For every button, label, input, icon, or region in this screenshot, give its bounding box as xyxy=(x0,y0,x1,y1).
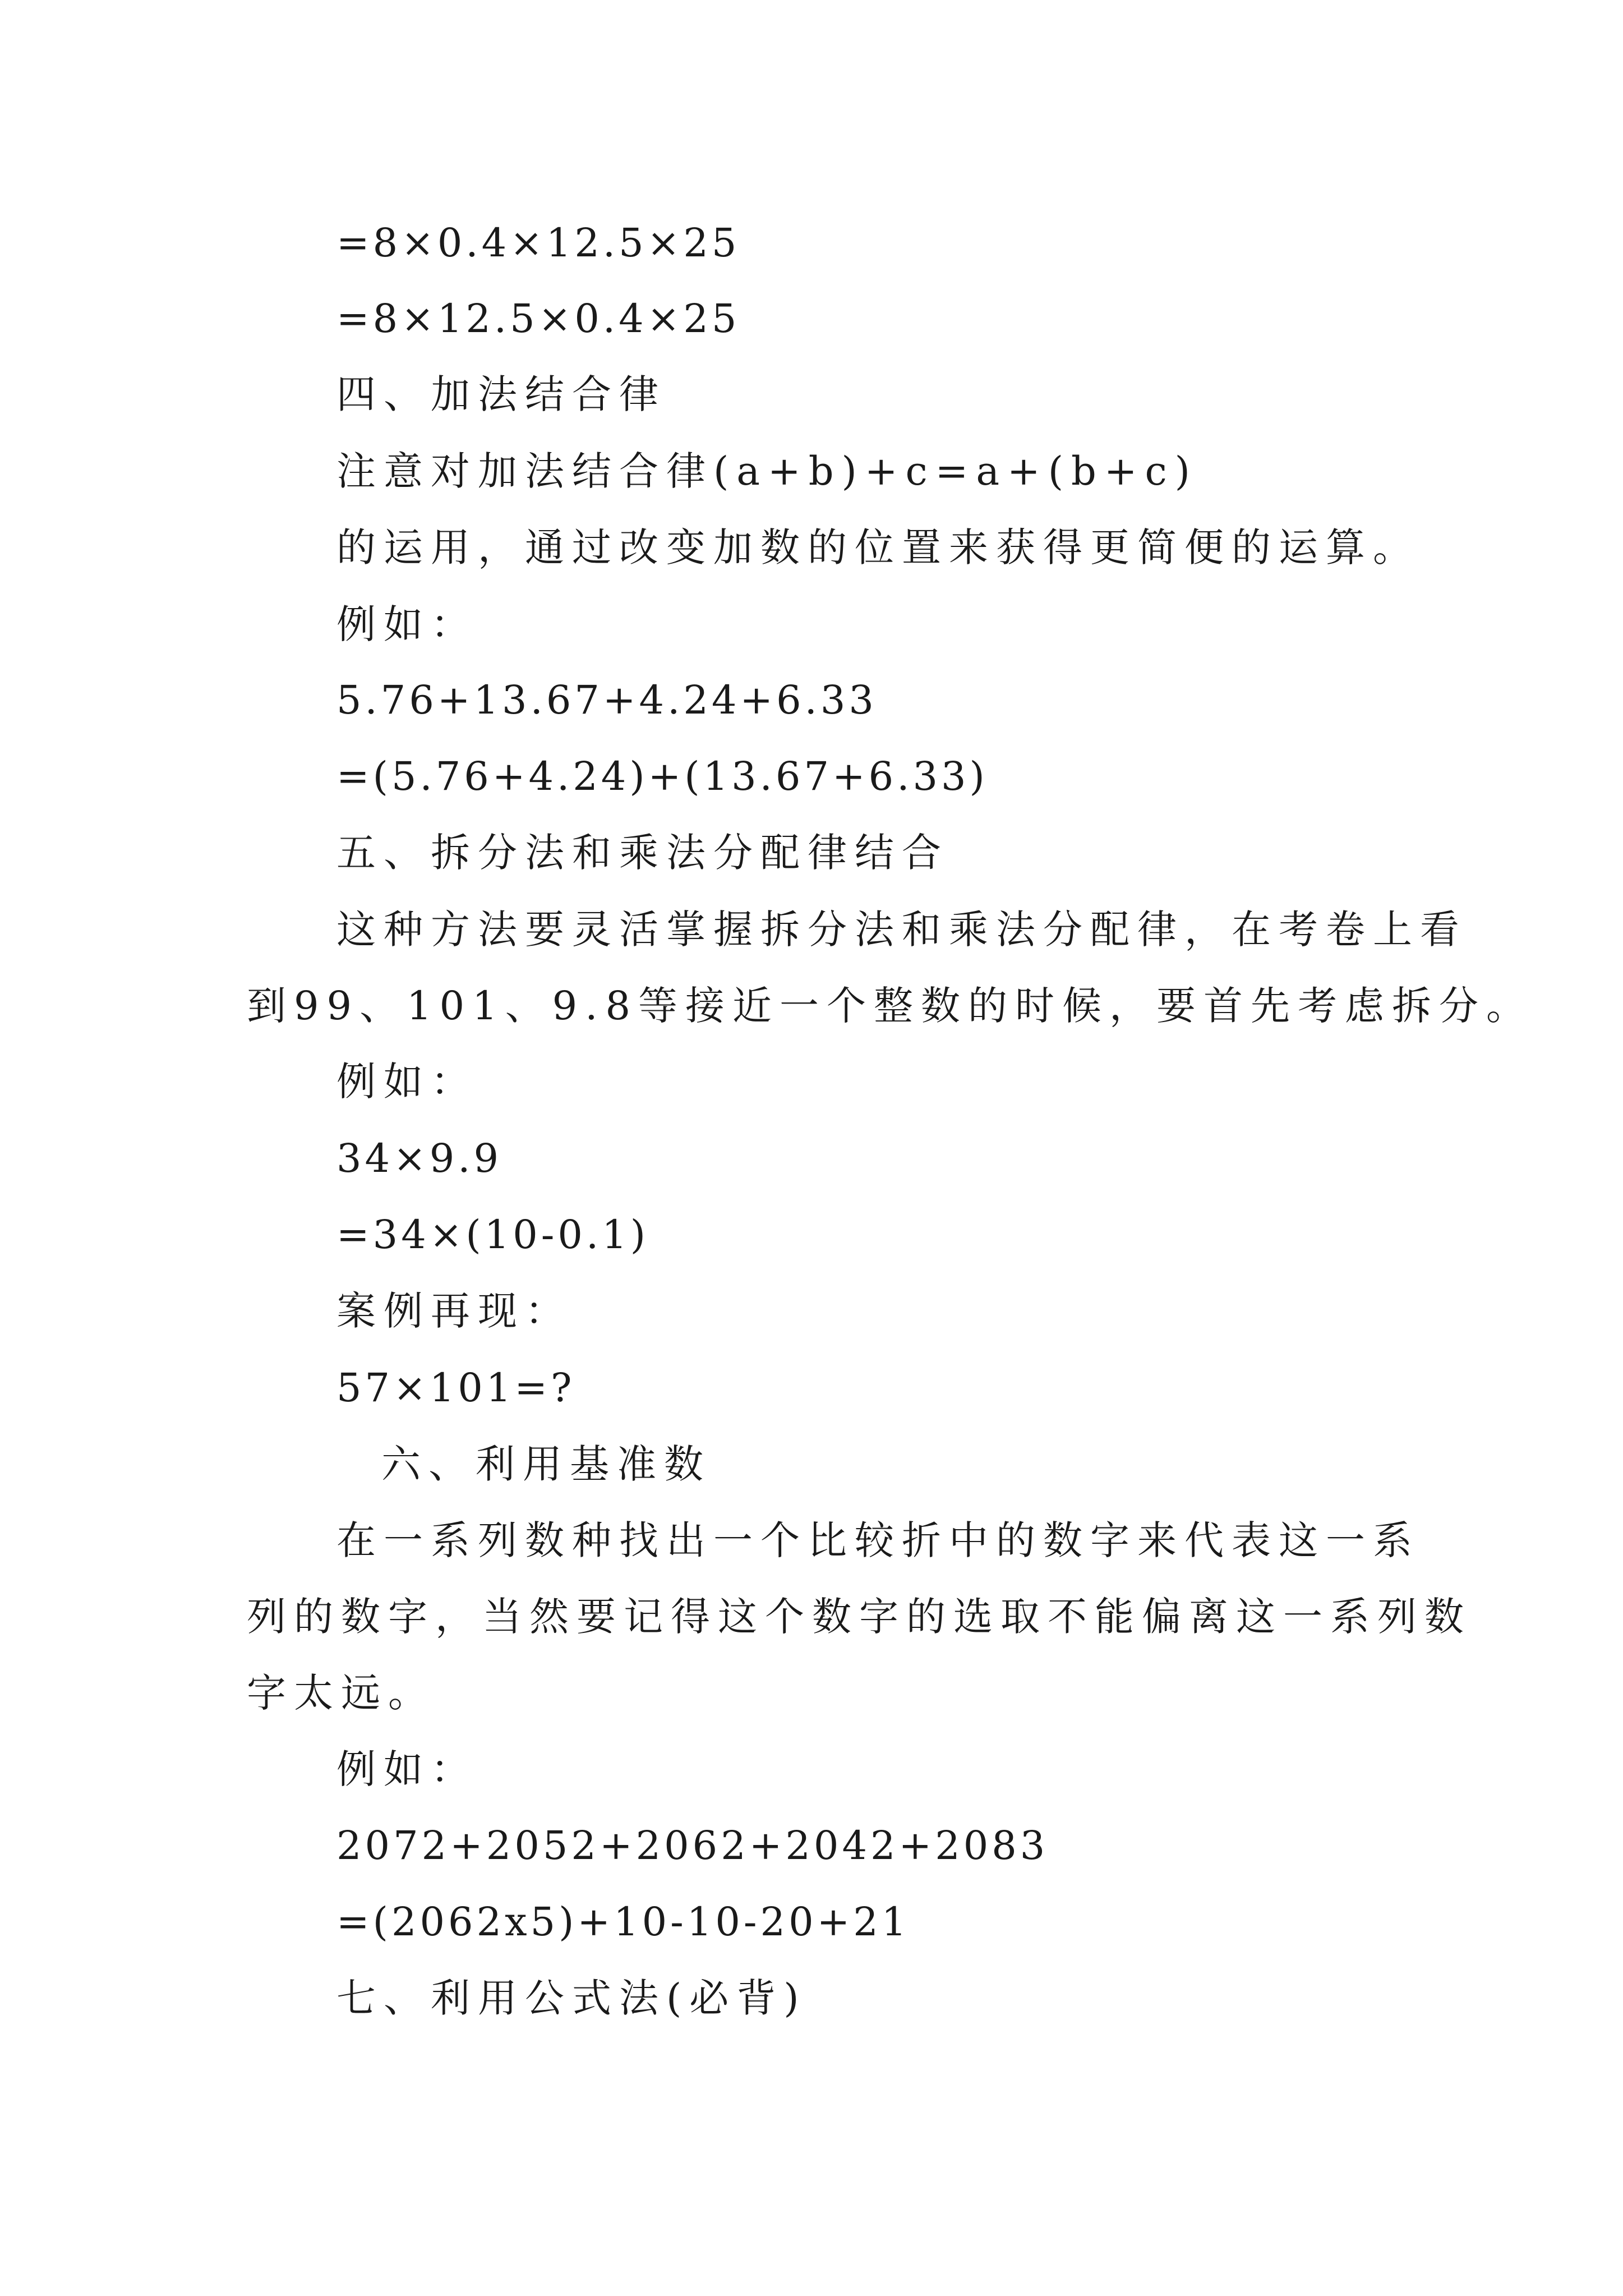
paragraph-line: 这种方法要灵活掌握拆分法和乘法分配律，在考卷上看 xyxy=(336,907,1467,953)
formula-line: 2072+2052+2062+2042+2083 xyxy=(336,1823,1049,1869)
formula-line: =8×0.4×12.5×25 xyxy=(336,220,740,266)
paragraph-line: 的运用，通过改变加数的位置来获得更简便的运算。 xyxy=(336,524,1420,570)
example-label: 例如： xyxy=(336,1746,478,1792)
formula-line: 57×101=? xyxy=(336,1365,575,1411)
formula-line: =34×(10-0.1) xyxy=(336,1212,649,1258)
formula-line: =8×12.5×0.4×25 xyxy=(336,296,740,342)
section-heading: 四、加法结合律 xyxy=(336,371,666,417)
formula-line: =(5.76+4.24)+(13.67+6.33) xyxy=(336,753,988,799)
paragraph-line: 字太远。 xyxy=(247,1670,435,1716)
paragraph-line: 注意对加法结合律(a+b)+c=a+(b+c) xyxy=(336,448,1198,494)
paragraph-line: 在一系列数种找出一个比较折中的数字来代表这一系 xyxy=(336,1517,1420,1563)
example-label: 例如： xyxy=(336,1059,478,1105)
formula-line: 5.76+13.67+4.24+6.33 xyxy=(336,677,877,723)
paragraph-line: 列的数字，当然要记得这个数字的选取不能偏离这一系列数 xyxy=(247,1594,1472,1640)
section-heading: 七、利用公式法(必背) xyxy=(336,1975,807,2021)
formula-line: 34×9.9 xyxy=(336,1135,502,1181)
section-heading: 五、拆分法和乘法分配律结合 xyxy=(336,830,949,876)
paragraph-line: 到99、101、9.8等接近一个整数的时候，要首先考虑拆分。 xyxy=(247,983,1534,1029)
example-label: 例如： xyxy=(336,601,478,647)
example-label: 案例再现： xyxy=(336,1288,572,1334)
formula-line: =(2062x5)+10-10-20+21 xyxy=(336,1899,910,1945)
section-heading: 六、利用基准数 xyxy=(381,1441,711,1487)
